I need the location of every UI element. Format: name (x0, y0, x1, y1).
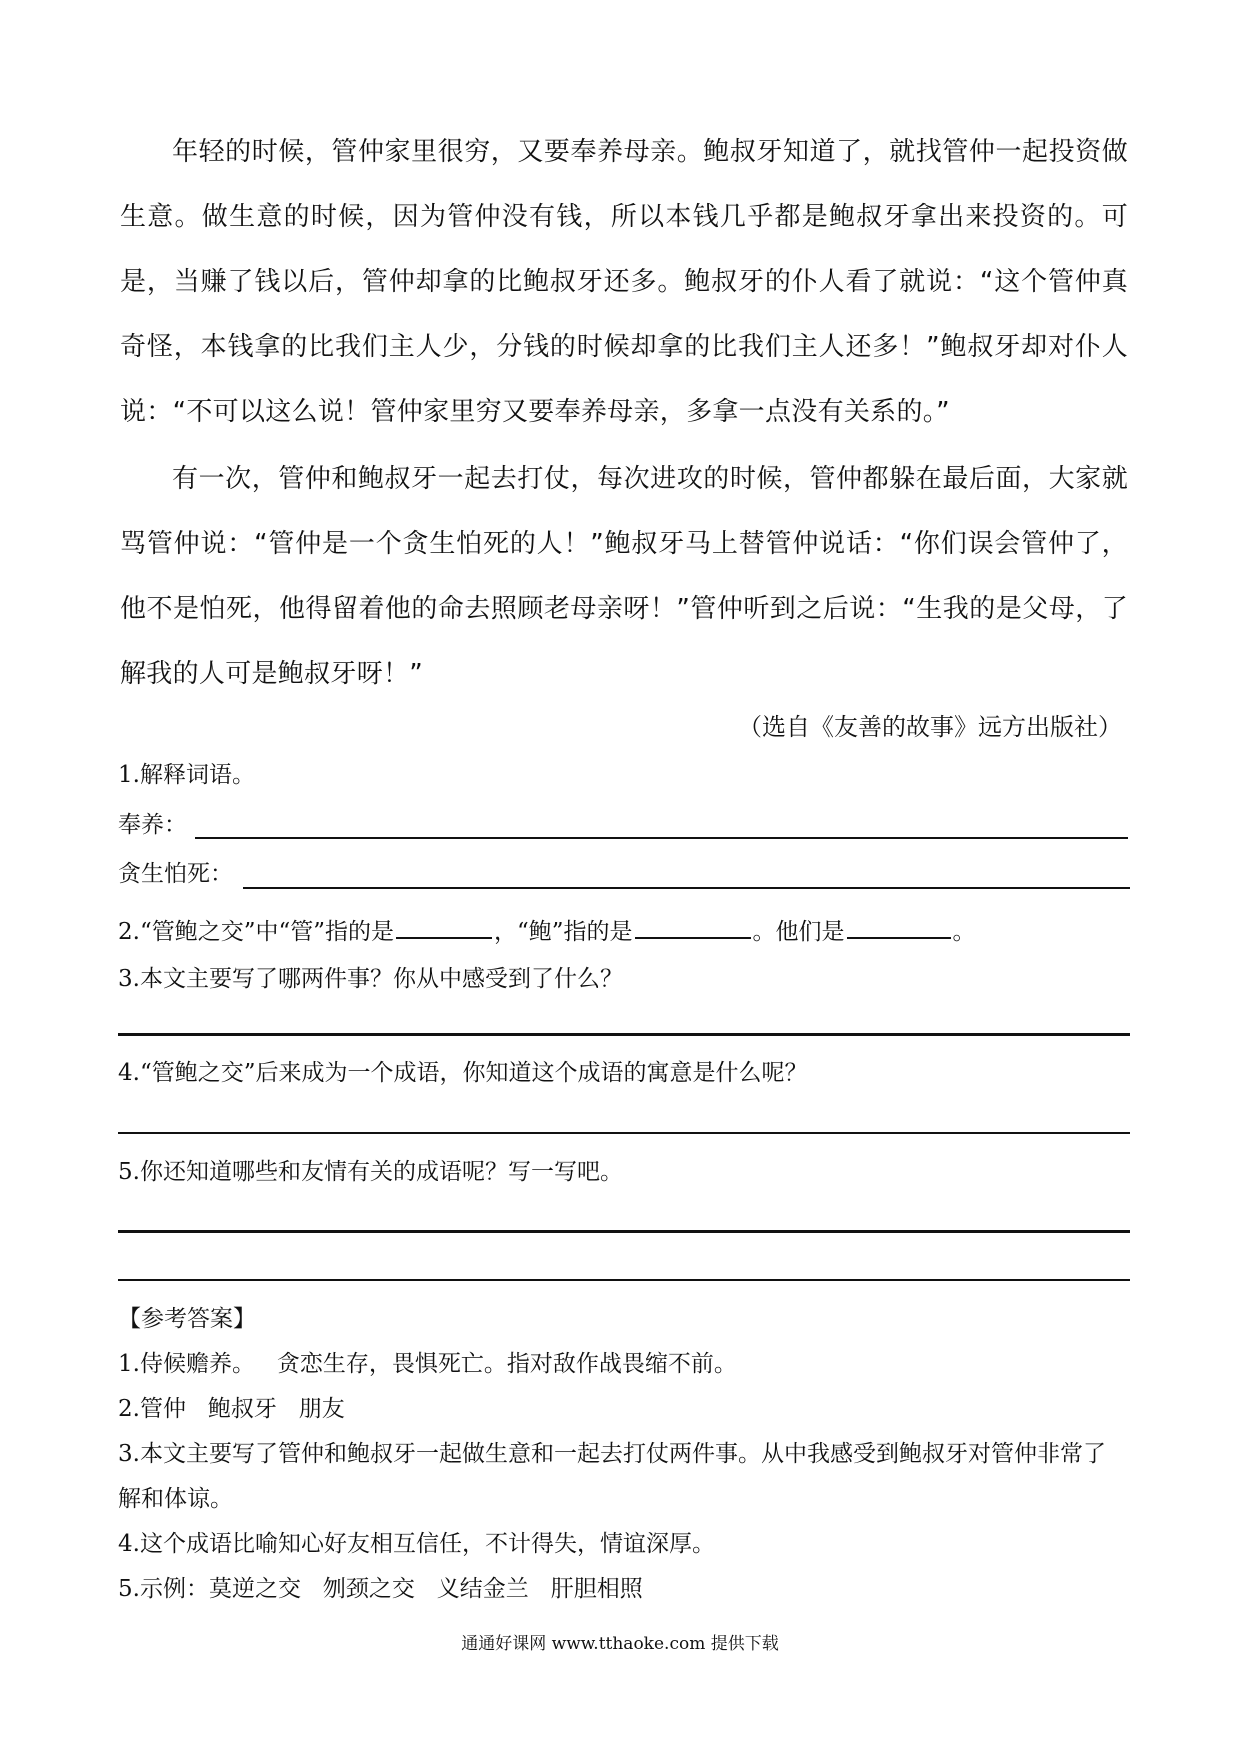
answer-line-word-1[interactable] (195, 837, 1128, 839)
question-1-word-1-label: 奉养： (118, 812, 187, 838)
passage-paragraph-2: 有一次，管仲和鲍叔牙一起去打仗，每次进攻的时候，管仲都躲在最后面，大家就骂管仲说：“管仲是一个贪生怕死的人！”鲍叔牙马上替管仲说话：“你们误会管仲了，他不是怕死，他得留着他的命去照顾老母亲呀！”管仲听到之后说：“生我的是父母，了解我的人可是鲍叔牙呀！” (120, 464, 1128, 689)
question-3: 3.本文主要写了哪两件事？你从中感受到了什么？ (118, 966, 623, 992)
question-2-text-1: 2.“管鲍之交”中“管”指的是 (118, 919, 394, 945)
question-1-word-2-label: 贪生怕死： (118, 861, 233, 887)
question-1: 1.解释词语。 (118, 762, 255, 788)
answer-key (118, 1297, 1128, 1612)
answer-line-word-2[interactable] (243, 887, 1130, 889)
answer-line-question-3[interactable] (118, 1033, 1130, 1036)
answer-5: 5.示例：莫逆之交 刎颈之交 义结金兰 肝胆相照 (118, 1576, 643, 1602)
answer-2: 2.管仲 鲍叔牙 朋友 (118, 1396, 345, 1422)
footer-download-note: 通通好课网 www.tthaoke.com 提供下载 (461, 1634, 779, 1654)
answer-blank-bao[interactable] (635, 913, 751, 939)
answer-line-question-4[interactable] (118, 1132, 1130, 1134)
question-2 (118, 913, 976, 949)
answer-line-question-5-b[interactable] (118, 1279, 1130, 1281)
answer-blank-relation[interactable] (847, 913, 951, 939)
answer-blank-guan[interactable] (396, 913, 492, 939)
answer-4: 4.这个成语比喻知心好友相互信任，不计得失，情谊深厚。 (118, 1531, 715, 1557)
answer-line-question-5-a[interactable] (118, 1230, 1130, 1233)
answer-3: 3.本文主要写了管仲和鲍叔牙一起做生意和一起去打仗两件事。从中我感受到鲍叔牙对管仲非常了解和体谅。 (118, 1441, 1106, 1512)
question-2-text-2: ，“鲍”指的是 (493, 919, 633, 945)
question-2-text-3: 。他们是 (752, 919, 845, 945)
passage-source: （选自《友善的故事》远方出版社） (738, 713, 1122, 741)
passage-paragraph-1: 年轻的时候，管仲家里很穷，又要奉养母亲。鲍叔牙知道了，就找管仲一起投资做生意。做生意的时候，因为管仲没有钱，所以本钱几乎都是鲍叔牙拿出来投资的。可是，当赚了钱以后，管仲却拿的比鲍叔牙还多。鲍叔牙的仆人看了就说：“这个管仲真奇怪，本钱拿的比我们主人少，分钱的时候却拿的比我们主人还多！”鲍叔牙却对仆人说：“不可以这么说！管仲家里穷又要奉养母亲，多拿一点没有关系的。” (120, 137, 1128, 427)
question-5: 5.你还知道哪些和友情有关的成语呢？写一写吧。 (118, 1159, 623, 1185)
answer-1: 1.侍候赡养。 贪恋生存，畏惧死亡。指对敌作战畏缩不前。 (118, 1351, 737, 1377)
answer-key-header: 【参考答案】 (118, 1306, 256, 1332)
question-4: 4.“管鲍之交”后来成为一个成语，你知道这个成语的寓意是什么呢？ (118, 1060, 808, 1086)
question-2-text-4: 。 (952, 919, 976, 945)
